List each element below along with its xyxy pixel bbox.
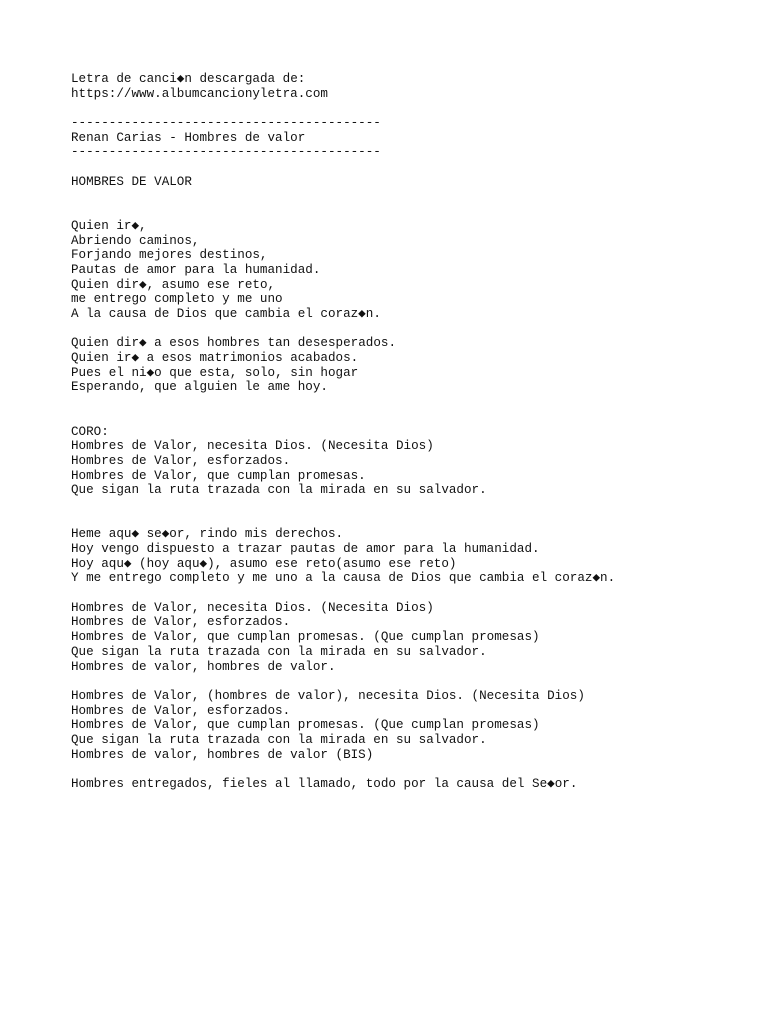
text-line: Hombres de Valor, esforzados. — [71, 453, 291, 468]
text-line: Hombres de valor, hombres de valor. — [71, 659, 336, 674]
text-line — [71, 395, 751, 410]
text-line: Hombres de valor, hombres de valor (BIS) — [71, 747, 374, 762]
text-line: Hoy aqu◆ (hoy aqu◆), asumo ese reto(asumo ese reto) — [71, 556, 457, 571]
text-line: ----------------------------------------- — [71, 145, 381, 160]
text-line: Quien ir◆ a esos matrimonios acabados. — [71, 351, 359, 366]
text-line: ----------------------------------------- — [71, 116, 381, 131]
text-line: Que sigan la ruta trazada con la mirada en su salvador. — [71, 483, 487, 498]
text-line: Hombres de Valor, (hombres de valor), necesita Dios. (Necesita Dios) — [71, 688, 585, 703]
text-line: Que sigan la ruta trazada con la mirada en su salvador. — [71, 732, 487, 747]
text-line: Abriendo caminos, — [71, 233, 200, 248]
text-line: HOMBRES DE VALOR — [71, 174, 192, 189]
text-line: Quien dir◆ a esos hombres tan desesperados. — [71, 336, 396, 351]
text-line: Que sigan la ruta trazada con la mirada en su salvador. — [71, 644, 487, 659]
text-line: Pautas de amor para la humanidad. — [71, 262, 321, 277]
text-line — [71, 513, 751, 528]
text-line — [71, 322, 751, 337]
text-line — [71, 204, 751, 219]
text-line: Y me entrego completo y me uno a la causa de Dios que cambia el coraz◆n. — [71, 571, 616, 586]
text-line: Pues el ni◆o que esta, solo, sin hogar — [71, 365, 359, 380]
text-line — [71, 762, 751, 777]
text-line: Hombres de Valor, esforzados. — [71, 615, 291, 630]
text-line: A la causa de Dios que cambia el coraz◆n. — [71, 307, 381, 321]
text-line — [71, 674, 751, 689]
text-line — [71, 498, 751, 513]
text-line: Hombres entregados, fieles al llamado, todo por la causa del Se◆or. — [71, 777, 578, 791]
text-line: me entrego completo y me uno — [71, 292, 283, 307]
text-line: Heme aqu◆ se◆or, rindo mis derechos. — [71, 527, 344, 542]
text-line — [71, 160, 751, 175]
text-line: Esperando, que alguien le ame hoy. — [71, 380, 328, 395]
text-line — [71, 586, 751, 601]
text-line: Hombres de Valor, necesita Dios. (Necesita Dios) — [71, 600, 434, 615]
text-line: Renan Carias - Hombres de valor — [71, 130, 306, 145]
text-line — [71, 101, 751, 116]
text-line: Quien ir◆, — [71, 218, 147, 233]
text-line: Forjando mejores destinos, — [71, 248, 268, 263]
text-line: Hoy vengo dispuesto a trazar pautas de amor para la humanidad. — [71, 542, 540, 556]
text-line — [71, 190, 751, 205]
text-line — [71, 410, 751, 425]
lyrics-text-block — [71, 72, 751, 792]
text-line: Hombres de Valor, que cumplan promesas. (Que cumplan promesas) — [71, 630, 540, 645]
text-line: Hombres de Valor, necesita Dios. (Necesita Dios) — [71, 439, 434, 454]
text-line: Hombres de Valor, esforzados. — [71, 703, 291, 718]
text-line: Letra de canci◆n descargada de: — [71, 72, 306, 86]
text-line: https://www.albumcancionyletra.com — [71, 86, 328, 101]
text-line: Quien dir◆, asumo ese reto, — [71, 277, 276, 292]
text-line: Hombres de Valor, que cumplan promesas. (Que cumplan promesas) — [71, 718, 540, 733]
text-line: CORO: — [71, 424, 109, 439]
text-line: Hombres de Valor, que cumplan promesas. — [71, 468, 366, 483]
